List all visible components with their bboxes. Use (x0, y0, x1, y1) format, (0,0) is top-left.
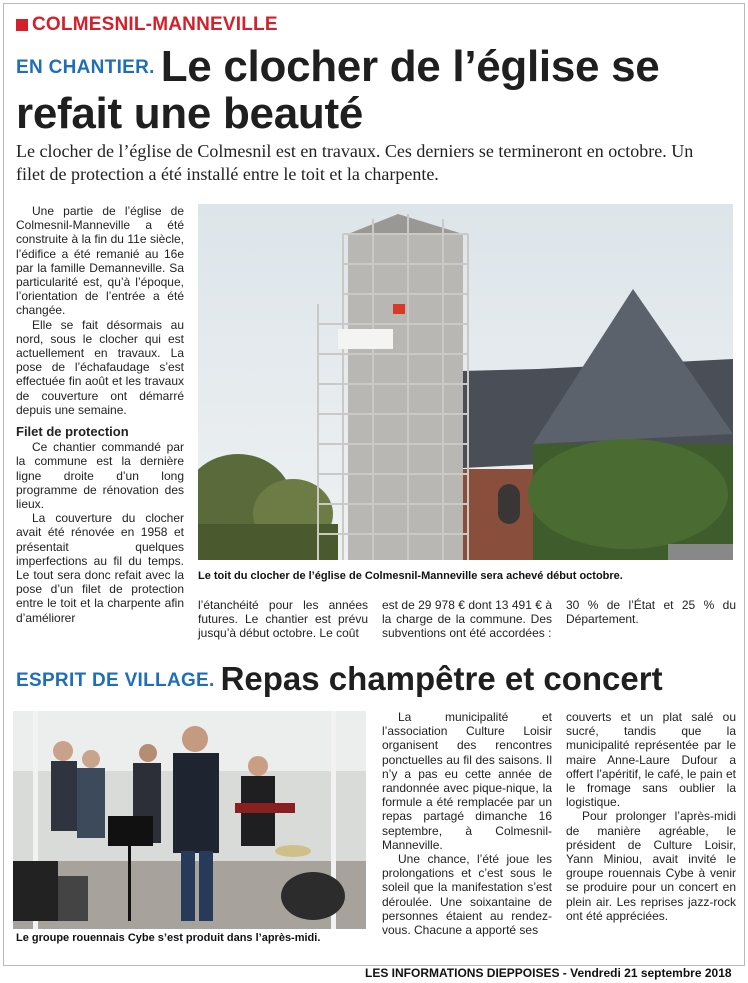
article1-paragraph: Une partie de l’église de Colmesnil-Manneville a été construite à la fin du 11e siècle, l’édifice a été remanié au 16e par la famille Demanneville. Sa particularité est, qu’à l’époque, l’orientation de l’entrée a été changée. (16, 204, 184, 318)
article2-paragraph: Pour prolonger l’après-midi de manière agréable, le président de Culture Loisir, Yann Miniou, avait invité le groupe rouennais Cybe à venir se produire pour un concert en plein air. Les reprises jazz-rock ont été appréciées. (566, 809, 736, 923)
concert-photo (13, 711, 366, 929)
article2-paragraph: Une chance, l’été joue les prolongations et c’est sous le soleil que la manifestation s’est déroulée. Une soixantaine de personnes étaient au rendez-vous. Chacune a apporté ses (382, 852, 552, 938)
article1-paragraph: l’étanchéité pour les années futures. Le chantier est prévu jusqu’à début octobre. Le coût (198, 598, 368, 641)
band-image (13, 711, 366, 929)
article1-paragraph: La couverture du clocher avait été rénovée en 1958 et présentait quelques imperfections au fil du temps. Le tout sera donc refait avec la pose d’un filet de protection entre le toit et la charpente afin d’améliorer (16, 511, 184, 625)
headline-1-title: Le clocher de l’église se refait une beauté (16, 42, 660, 138)
kicker-2: ESPRIT DE VILLAGE. (16, 670, 215, 691)
red-square-icon (16, 19, 28, 31)
town-name: COLMESNIL-MANNEVILLE (32, 14, 278, 35)
article1-paragraph: est de 29 978 € dont 13 491 € à la charge de la commune. Des subventions ont été accordées : (382, 598, 552, 641)
article1-paragraph: Elle se fait désormais au nord, sous le clocher qui est actuellement en travaux. La pose de l’échafaudage s’est effectuée fin août et les travaux de couverture ont démarré depuis une semaine. (16, 317, 184, 417)
article1-column-3 (382, 598, 552, 641)
article1-subhead: Filet de protection (16, 424, 129, 440)
church-scaffold-image (198, 204, 733, 560)
kicker-1: EN CHANTIER. (16, 57, 155, 78)
headline-2-title: Repas champêtre et concert (220, 660, 663, 697)
article1-column-1 (16, 204, 184, 625)
footer-publication: LES INFORMATIONS DIEPPOISES - Vendredi 21 septembre 2018 (365, 966, 732, 980)
headline-2 (16, 660, 736, 700)
photo-caption-2: Le groupe rouennais Cybe s’est produit dans l’après-midi. (16, 932, 321, 944)
section-label (16, 14, 278, 36)
headline-1 (16, 44, 736, 137)
article1-column-2 (198, 598, 368, 641)
article2-paragraph: couverts et un plat salé ou sucré, tandis que la municipalité représentée par le maire Anne-Laure Dufour a offert l’apéritif, le café, le pain et le fromage sans oublier la logistique. (566, 710, 736, 810)
church-photo (198, 204, 733, 560)
article2-column-2 (566, 710, 736, 923)
photo-caption-1: Le toit du clocher de l’église de Colmesnil-Manneville sera achevé début octobre. (198, 570, 623, 582)
article1-paragraph: 30 % de l’État et 25 % du Département. (566, 598, 736, 627)
article1-column-4 (566, 598, 736, 626)
article2-paragraph: La municipalité et l’association Culture Loisir organisent des rencontres ponctuelles au fil des saisons. Il n’y a pas eu cette année de randonnée avec pique-nique, la formule a été remplacée par un repas partagé dimanche 16 septembre, à Colmesnil-Manneville. (382, 710, 552, 852)
article1-paragraph: Ce chantier commandé par la commune est la dernière ligne droite d’un long programme de rénovation des lieux. (16, 440, 184, 512)
lede-1: Le clocher de l’église de Colmesnil est en travaux. Ces derniers se termineront en octobre. Un filet de protection a été installé entre le toit et la charpente. (16, 141, 694, 184)
article2-column-1 (382, 710, 552, 937)
